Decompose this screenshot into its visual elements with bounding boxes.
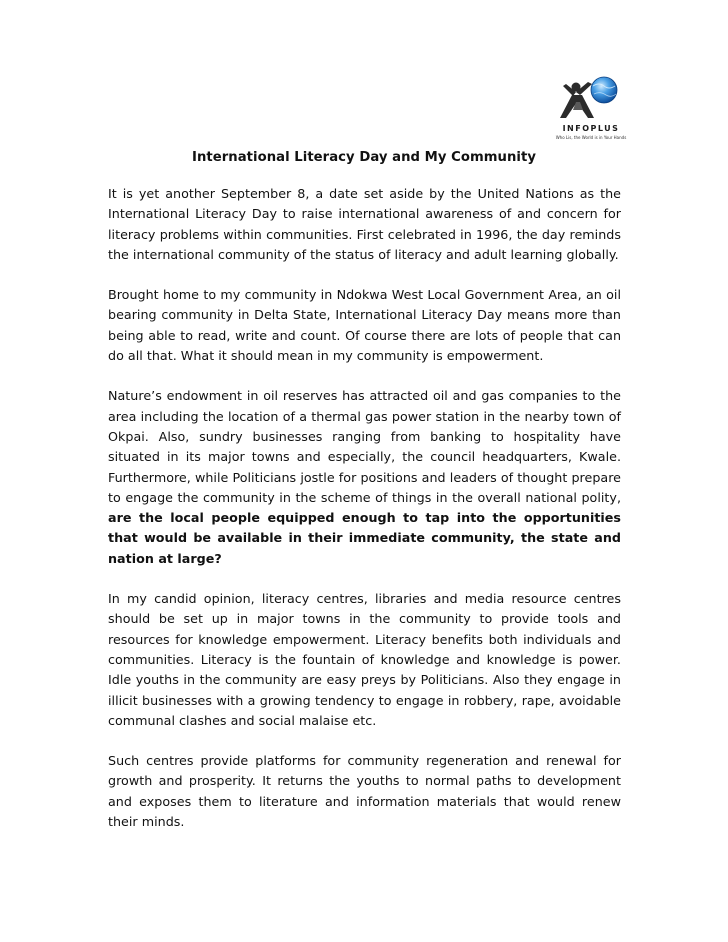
paragraph-4: In my candid opinion, literacy centres, libraries and media resource centres should be set up in major towns in the community to provide tools and resources for knowledge empowerment. Literacy benefits both individuals and communities. Literacy is the fountain of knowledge and knowledge is power. Idle youths in the community are easy preys by Politicians. Also they engage in illicit businesses with a growing tendency to engage in robbery, rape, avoidable communal clashes and social malaise etc. xyxy=(108,591,621,728)
document-body xyxy=(108,184,621,852)
infoplus-logo xyxy=(536,74,636,144)
paragraph-3 xyxy=(108,386,621,569)
paragraph-1: It is yet another September 8, a date set aside by the United Nations as the International Literacy Day to raise international awareness of and concern for literacy problems within communities. First celebrated in 1996, the day reminds the international community of the status of literacy and adult learning globally. xyxy=(108,186,621,262)
paragraph-3-text: Nature’s endowment in oil reserves has attracted oil and gas companies to the area including the location of a thermal gas power station in the nearby town of Okpai. Also, sundry businesses ranging from banking to hospitality have situated in its major towns and especially, the council headquarters, Kwale. Furthermore, while Politicians jostle for positions and leaders of thought prepare to engage the community in the scheme of things in the overall national polity, xyxy=(108,388,621,505)
logo-brand-name: INFOPLUS xyxy=(562,124,620,133)
paragraph-5: Such centres provide platforms for community regeneration and renewal for growth and prosperity. It returns the youths to normal paths to development and exposes them to literature and information materials that would renew their minds. xyxy=(108,753,621,830)
paragraph-2: Brought home to my community in Ndokwa West Local Government Area, an oil bearing community in Delta State, International Literacy Day means more than being able to read, write and count. Of course there are lots of people that can do all that. What it should mean in my community is empowerment. xyxy=(108,287,621,364)
document-title: International Literacy Day and My Community xyxy=(191,150,537,165)
globe-figure-icon xyxy=(536,74,636,124)
paragraph-3-bold-question: are the local people equipped enough to tap into the opportunities that would be available in their immediate community, the state and nation at large? xyxy=(108,510,621,566)
logo-tagline: Who Lis, the World is in Your Hands xyxy=(555,135,627,140)
